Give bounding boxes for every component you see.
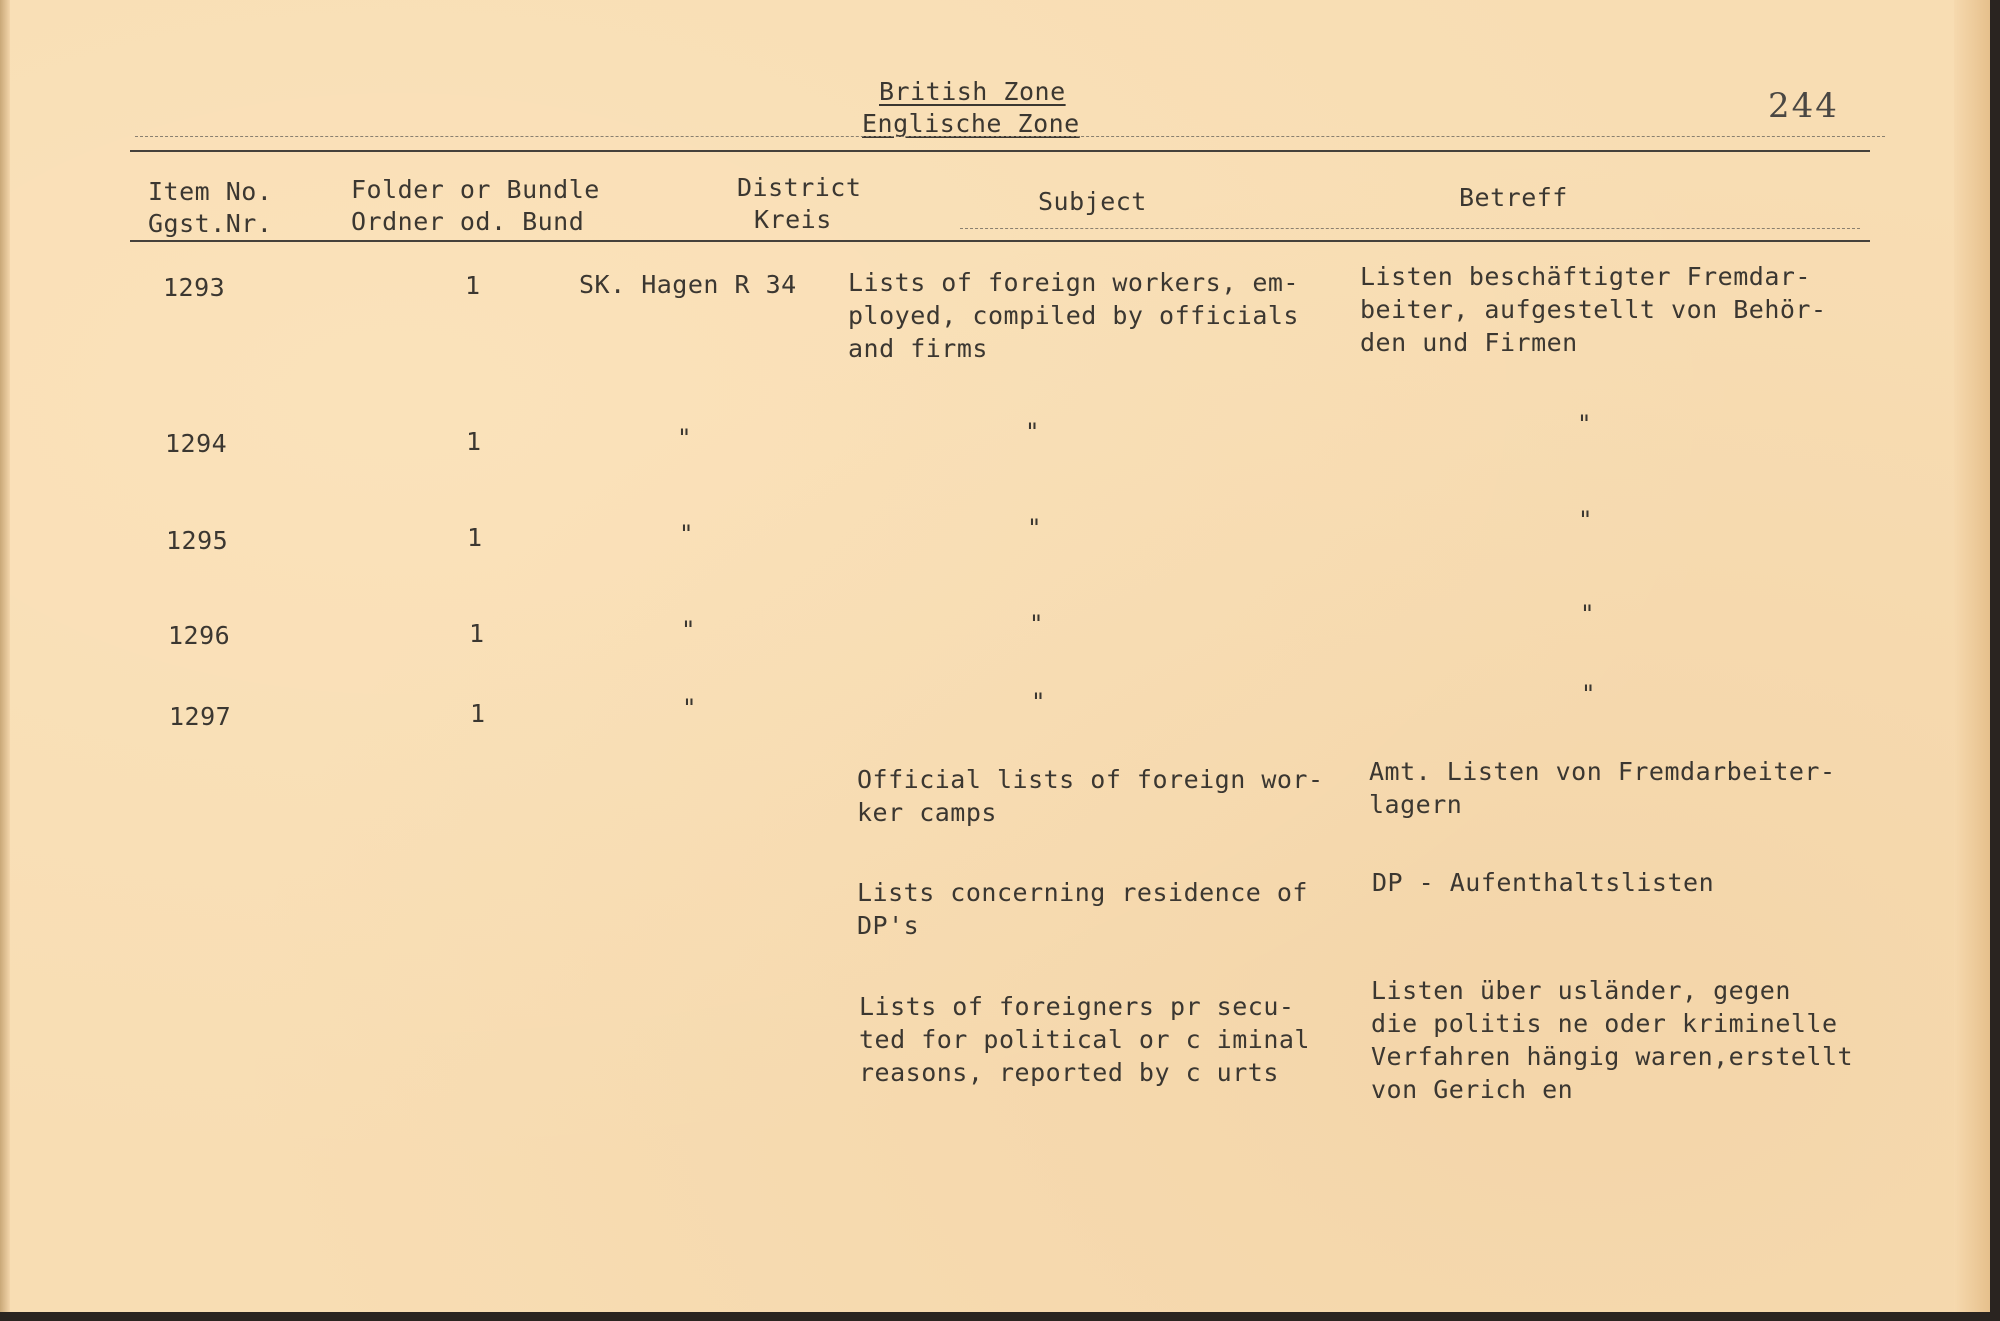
subject-line: ployed, compiled by officials [848, 301, 1299, 330]
subject-line: reasons, reported by c urts [859, 1058, 1279, 1087]
row-folder-count: 1 [466, 427, 482, 456]
row-item-number: 1293 [163, 273, 226, 302]
betreff-line: die politis ne oder kriminelle [1371, 1009, 1838, 1038]
sub-entry-betreff [1369, 755, 1836, 821]
subject-line: Lists concerning residence of [857, 878, 1308, 907]
row-district-ditto: " [681, 616, 696, 644]
page-edge-left [0, 0, 10, 1312]
row-subject-ditto: " [1027, 514, 1042, 542]
subject-line: Lists of foreign workers, em- [848, 268, 1299, 297]
col-header-item-de: Ggst.Nr. [148, 209, 273, 238]
row-subject [848, 266, 1299, 365]
row-item-number: 1294 [165, 429, 228, 458]
betreff-line: von Gerich en [1371, 1075, 1574, 1104]
row-folder-count: 1 [467, 523, 483, 552]
sub-entry-betreff [1372, 866, 1714, 899]
col-header-item-en: Item No. [148, 177, 273, 206]
row-betreff [1360, 260, 1827, 359]
subject-line: Lists of foreigners pr secu- [859, 992, 1295, 1021]
col-header-subject: Subject [1038, 187, 1147, 216]
row-district-ditto: " [677, 424, 692, 452]
page-edge-right [1954, 0, 1990, 1312]
row-item-number: 1295 [166, 526, 229, 555]
zone-title-german: Englische Zone [862, 109, 1080, 138]
betreff-line: beiter, aufgestellt von Behör- [1360, 295, 1827, 324]
col-header-betreff: Betreff [1459, 183, 1568, 212]
row-folder-count: 1 [465, 271, 481, 300]
sub-entry-betreff [1371, 974, 1853, 1106]
subject-line: ted for political or c iminal [859, 1025, 1310, 1054]
row-subject-ditto: " [1031, 688, 1046, 716]
col-header-folder-en: Folder or Bundle [351, 175, 600, 204]
row-item-number: 1297 [169, 702, 232, 731]
betreff-line: Listen über usländer, gegen [1371, 976, 1791, 1005]
row-folder-count: 1 [470, 699, 486, 728]
table-top-rule [130, 150, 1870, 152]
row-item-number: 1296 [168, 621, 231, 650]
row-district: SK. Hagen R 34 [579, 270, 797, 299]
row-betreff-ditto: " [1577, 410, 1592, 438]
col-header-district-en: District [737, 173, 862, 202]
subject-line: ker camps [857, 798, 997, 827]
subject-line: and firms [848, 334, 988, 363]
row-betreff-ditto: " [1580, 600, 1595, 628]
col-header-folder-de: Ordner od. Bund [351, 207, 585, 236]
row-betreff-ditto: " [1581, 680, 1596, 708]
sub-entry-subject [857, 763, 1324, 829]
betreff-line: Verfahren hängig waren,erstellt [1371, 1042, 1854, 1071]
subject-line: Official lists of foreign wor- [857, 765, 1324, 794]
header-dashed-line [135, 136, 1885, 137]
betreff-line: Amt. Listen von Fremdarbeiter- [1369, 757, 1836, 786]
subject-line: DP's [857, 911, 920, 940]
betreff-line: Listen beschäftigter Fremdar- [1360, 262, 1811, 291]
sub-entry-subject [859, 990, 1310, 1089]
row-folder-count: 1 [469, 619, 485, 648]
betreff-line: DP - Aufenthaltslisten [1372, 868, 1715, 897]
sub-entry-subject [857, 876, 1308, 942]
zone-title-english: British Zone [879, 77, 1066, 106]
table-header-rule [130, 240, 1870, 242]
row-subject-ditto: " [1029, 610, 1044, 638]
row-district-ditto: " [679, 520, 694, 548]
page-number: 244 [1768, 86, 1839, 126]
header-inner-dashed-line [960, 228, 1860, 229]
row-betreff-ditto: " [1578, 506, 1593, 534]
betreff-line: lagern [1369, 790, 1463, 819]
row-subject-ditto: " [1025, 418, 1040, 446]
col-header-district-de: Kreis [754, 205, 832, 234]
row-district-ditto: " [682, 694, 697, 722]
betreff-line: den und Firmen [1360, 328, 1578, 357]
